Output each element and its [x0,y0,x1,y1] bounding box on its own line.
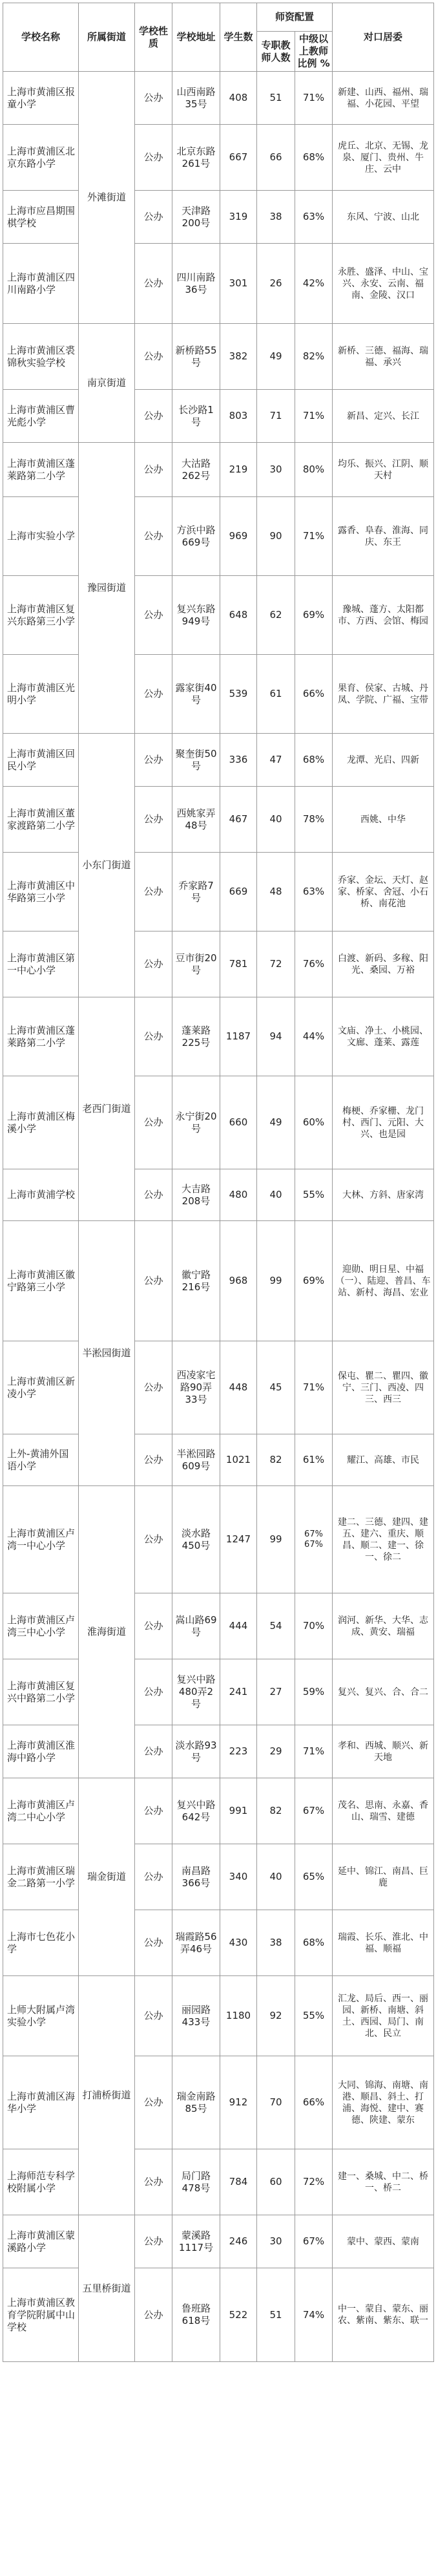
teachers-cell: 30 [257,2215,295,2268]
ratio-cell: 78% [295,787,333,853]
students-cell: 219 [220,443,257,497]
ratio-cell: 82% [295,324,333,390]
committees-cell: 新建、山西、福州、瑞福、小花园、平望 [333,72,434,125]
ratio-cell: 60% [295,1076,333,1169]
committees-cell: 大同、锦海、南塘、南港、顺昌、斜土、打浦、海悦、建中、赛德、陕建、蒙东 [333,2056,434,2149]
teachers-cell: 38 [257,1910,295,1976]
school-type-cell: 公办 [135,2215,172,2268]
ratio-cell: 55% [295,1976,333,2056]
committees-cell: 茂名、思南、永嘉、香山、瑞雪、建德 [333,1778,434,1844]
teachers-cell: 27 [257,1659,295,1725]
ratio-cell: 42% [295,244,333,324]
school-name-cell: 上海市黄浦区卢湾三中心小学 [3,1593,79,1659]
address-cell: 四川南路36号 [172,244,220,324]
school-name-cell: 上师大附属卢湾实验小学 [3,1976,79,2056]
school-name-cell: 上外-黄浦外国语小学 [3,1434,79,1486]
address-cell: 大沽路262号 [172,443,220,497]
school-name-cell: 上海市黄浦区董家渡路第二小学 [3,787,79,853]
street-cell: 半淞园街道 [79,1221,135,1486]
ratio-cell: 71% [295,1725,333,1778]
teachers-cell: 82 [257,1434,295,1486]
teachers-cell: 61 [257,655,295,734]
students-cell: 648 [220,576,257,655]
teachers-cell: 82 [257,1778,295,1844]
school-name-cell: 上海师范专科学校附属小学 [3,2149,79,2215]
school-name-cell: 上海市黄浦区四川南路小学 [3,244,79,324]
committees-cell: 复兴、复兴、合、合二 [333,1659,434,1725]
students-cell: 669 [220,853,257,931]
table-row [3,443,434,497]
committees-cell: 迎勋、明日星、中福（一）、陆迎、普昌、车站、新村、海昌、宏业 [333,1221,434,1341]
students-cell: 784 [220,2149,257,2215]
street-cell: 豫园街道 [79,443,135,734]
address-cell: 复兴中路642号 [172,1778,220,1844]
school-type-cell: 公办 [135,576,172,655]
teachers-cell: 26 [257,244,295,324]
school-type-cell: 公办 [135,1659,172,1725]
students-cell: 223 [220,1725,257,1778]
header-street: 所属街道 [79,3,135,72]
students-cell: 667 [220,125,257,191]
school-type-cell: 公办 [135,997,172,1076]
address-cell: 半淞园路609号 [172,1434,220,1486]
teachers-cell: 47 [257,734,295,787]
students-cell: 444 [220,1593,257,1659]
address-cell: 淡水路93号 [172,1725,220,1778]
teachers-cell: 45 [257,1341,295,1434]
teachers-cell: 99 [257,1486,295,1593]
ratio-cell: 76% [295,931,333,997]
committees-cell: 梅梗、乔家栅、龙门村、西门、元阳、大兴、也是园 [333,1076,434,1169]
street-cell: 南京街道 [79,324,135,443]
school-type-cell: 公办 [135,1486,172,1593]
teachers-cell: 66 [257,125,295,191]
school-name-cell: 上海市黄浦区曹光彪小学 [3,390,79,443]
address-cell: 复兴东路949号 [172,576,220,655]
committees-cell: 均乐、振兴、江阴、顺天村 [333,443,434,497]
school-name-cell: 上海市黄浦学校 [3,1169,79,1221]
ratio-cell: 63% [295,191,333,244]
table-row [3,497,434,576]
ratio-cell: 70% [295,1593,333,1659]
school-type-cell: 公办 [135,2149,172,2215]
table-row [3,997,434,1076]
table-row [3,1725,434,1778]
table-row [3,125,434,191]
school-type-cell: 公办 [135,72,172,125]
teachers-cell: 71 [257,390,295,443]
table-row [3,191,434,244]
teachers-cell: 99 [257,1221,295,1341]
address-cell: 新桥路55号 [172,324,220,390]
school-name-cell: 上海市黄浦区中华路第三小学 [3,853,79,931]
address-cell: 天津路200号 [172,191,220,244]
committees-cell: 永胜、盛泽、中山、宝兴、永安、云南、福南、金陵、汉口 [333,244,434,324]
committees-cell: 孝和、西城、顺兴、新天地 [333,1725,434,1778]
address-cell: 鲁班路618号 [172,2268,220,2362]
school-name-cell: 上海市黄浦区复兴东路第三小学 [3,576,79,655]
students-cell: 467 [220,787,257,853]
ratio-cell: 63% [295,853,333,931]
table-row [3,72,434,125]
table-row [3,576,434,655]
ratio-cell: 68% [295,125,333,191]
school-type-cell: 公办 [135,390,172,443]
teachers-cell: 48 [257,853,295,931]
school-type-cell: 公办 [135,931,172,997]
table-row [3,1221,434,1341]
table-row [3,390,434,443]
committees-cell: 新桥、三德、福海、瑞福、承兴 [333,324,434,390]
students-cell: 912 [220,2056,257,2149]
students-cell: 1187 [220,997,257,1076]
ratio-cell: 68% [295,1910,333,1976]
school-type-cell: 公办 [135,1725,172,1778]
table-body [3,72,434,2362]
teachers-cell: 51 [257,72,295,125]
ratio-cell: 67% [295,2215,333,2268]
ratio-cell: 71% [295,390,333,443]
students-cell: 319 [220,191,257,244]
committees-cell: 乔家、金坛、天灯、赵家、桥家、舍冠、小石桥、南花池 [333,853,434,931]
table-row [3,1341,434,1434]
committees-cell: 蒙中、蒙西、蒙南 [333,2215,434,2268]
committees-cell: 白渡、新码、多稼、阳光、桑园、万裕 [333,931,434,997]
school-name-cell: 上海市黄浦区新凌小学 [3,1341,79,1434]
students-cell: 522 [220,2268,257,2362]
students-cell: 340 [220,1844,257,1910]
street-cell: 瑞金街道 [79,1778,135,1976]
ratio-cell: 71% [295,1341,333,1434]
school-type-cell: 公办 [135,787,172,853]
address-cell: 蒙溪路1117号 [172,2215,220,2268]
students-cell: 301 [220,244,257,324]
ratio-cell: 69% [295,576,333,655]
ratio-cell: 74% [295,2268,333,2362]
school-type-cell: 公办 [135,1076,172,1169]
students-cell: 480 [220,1169,257,1221]
school-type-cell: 公办 [135,655,172,734]
ratio-cell: 67% [295,1778,333,1844]
header-committees: 对口居委 [333,3,434,72]
committees-cell: 豫城、蓬方、太阳都市、方西、会馆、梅园 [333,576,434,655]
address-cell: 北京东路261号 [172,125,220,191]
school-name-cell: 上海市黄浦区瑞金二路第一小学 [3,1844,79,1910]
school-name-cell: 上海市黄浦区第一中心小学 [3,931,79,997]
school-name-cell: 上海市黄浦区蒙溪路小学 [3,2215,79,2268]
table-row [3,1844,434,1910]
ratio-cell: 65% [295,1844,333,1910]
students-cell: 539 [220,655,257,734]
school-name-cell: 上海市黄浦区北京东路小学 [3,125,79,191]
teachers-cell: 40 [257,787,295,853]
address-cell: 局门路478号 [172,2149,220,2215]
school-name-cell: 上海市黄浦区徽宁路第三小学 [3,1221,79,1341]
table-row [3,2149,434,2215]
committees-cell: 耀江、高雄、市民 [333,1434,434,1486]
teachers-cell: 51 [257,2268,295,2362]
ratio-cell: 68% [295,734,333,787]
header-staff-group: 师资配置 [257,3,333,32]
address-cell: 瑞霞路56弄46号 [172,1910,220,1976]
committees-cell: 东风、宁波、山北 [333,191,434,244]
students-cell: 430 [220,1910,257,1976]
school-name-cell: 上海市黄浦区回民小学 [3,734,79,787]
address-cell: 西凌家宅路90弄33号 [172,1341,220,1434]
address-cell: 淡水路450号 [172,1486,220,1593]
table-row [3,853,434,931]
school-name-cell: 上海市黄浦区海华小学 [3,2056,79,2149]
teachers-cell: 92 [257,1976,295,2056]
students-cell: 781 [220,931,257,997]
table-row [3,2056,434,2149]
street-cell: 老西门街道 [79,997,135,1221]
address-cell: 西姚家弄48号 [172,787,220,853]
students-cell: 991 [220,1778,257,1844]
school-type-cell: 公办 [135,1593,172,1659]
teachers-cell: 54 [257,1593,295,1659]
school-type-cell: 公办 [135,191,172,244]
school-type-cell: 公办 [135,443,172,497]
table-row [3,2215,434,2268]
school-type-cell: 公办 [135,1976,172,2056]
school-type-cell: 公办 [135,734,172,787]
school-name-cell: 上海市黄浦区教育学院附属中山学校 [3,2268,79,2362]
committees-cell: 建二、三德、建四、建五、建六、重庆、顺昌、顺二、建一、徐一、徐二 [333,1486,434,1593]
school-type-cell: 公办 [135,853,172,931]
students-cell: 241 [220,1659,257,1725]
ratio-cell: 59% [295,1659,333,1725]
school-name-cell: 上海市黄浦区淮海中路小学 [3,1725,79,1778]
students-cell: 1180 [220,1976,257,2056]
school-name-cell: 上海市黄浦区蓬莱路第二小学 [3,997,79,1076]
ratio-cell: 69% [295,1221,333,1341]
header-teachers: 专职教师人数 [257,32,295,72]
table-row [3,1076,434,1169]
ratio-cell: 55% [295,1169,333,1221]
address-cell: 嵩山路69号 [172,1593,220,1659]
teachers-cell: 62 [257,576,295,655]
teachers-cell: 38 [257,191,295,244]
school-name-cell: 上海市黄浦区梅溪小学 [3,1076,79,1169]
school-name-cell: 上海市七色花小学 [3,1910,79,1976]
school-type-cell: 公办 [135,1778,172,1844]
school-name-cell: 上海市黄浦区卢湾一中心小学 [3,1486,79,1593]
committees-cell: 龙潭、光启、四新 [333,734,434,787]
school-type-cell: 公办 [135,1169,172,1221]
street-cell: 打浦桥街道 [79,1976,135,2215]
committees-cell: 新昌、定兴、长江 [333,390,434,443]
school-type-cell: 公办 [135,1910,172,1976]
address-cell: 长沙路1号 [172,390,220,443]
school-type-cell: 公办 [135,497,172,576]
address-cell: 豆市街20号 [172,931,220,997]
ratio-cell: 44% [295,997,333,1076]
header-ratio: 中级以上教师比例 % [295,32,333,72]
school-name-cell: 上海市应昌期围棋学校 [3,191,79,244]
header-address: 学校地址 [172,3,220,72]
table-row [3,324,434,390]
committees-cell: 虎丘、北京、无锡、龙泉、厦门、贵州、牛庄、云中 [333,125,434,191]
table-row [3,1778,434,1844]
committees-cell: 润河、新华、大华、志成、黄安、瑞福 [333,1593,434,1659]
students-cell: 1247 [220,1486,257,1593]
teachers-cell: 49 [257,324,295,390]
ratio-cell: 66% [295,655,333,734]
table-row [3,931,434,997]
school-type-cell: 公办 [135,324,172,390]
table-row [3,1910,434,1976]
teachers-cell: 49 [257,1076,295,1169]
school-name-cell: 上海市黄浦区蓬莱路第二小学 [3,443,79,497]
school-name-cell: 上海市黄浦区光明小学 [3,655,79,734]
table-row [3,655,434,734]
table-row [3,1434,434,1486]
street-cell: 小东门街道 [79,734,135,997]
ratio-cell: 80% [295,443,333,497]
students-cell: 1021 [220,1434,257,1486]
table-row [3,1659,434,1725]
ratio-cell: 71% [295,497,333,576]
school-type-cell: 公办 [135,1844,172,1910]
street-cell: 淮海街道 [79,1486,135,1778]
header-students: 学生数 [220,3,257,72]
school-name-cell: 上海市黄浦区裘锦秋实验学校 [3,324,79,390]
teachers-cell: 72 [257,931,295,997]
committees-cell: 西姚、中华 [333,787,434,853]
committees-cell: 建一、桑城、中二、桥一、桥二 [333,2149,434,2215]
address-cell: 南昌路366号 [172,1844,220,1910]
committees-cell: 文庙、净土、小桃园、文廊、蓬莱、露莲 [333,997,434,1076]
teachers-cell: 30 [257,443,295,497]
street-cell: 外滩街道 [79,72,135,324]
students-cell: 246 [220,2215,257,2268]
ratio-cell: 61% [295,1434,333,1486]
table-row [3,1593,434,1659]
address-cell: 瑞金南路85号 [172,2056,220,2149]
teachers-cell: 40 [257,1169,295,1221]
students-cell: 803 [220,390,257,443]
ratio-cell: 72% [295,2149,333,2215]
committees-cell: 中一、蒙自、蒙东、丽农、紫南、紫东、联一 [333,2268,434,2362]
committees-cell: 保屯、瞿二、瞿四、徽宁、三门、西凌、四三、西三 [333,1341,434,1434]
address-cell: 露家街40号 [172,655,220,734]
address-cell: 聚奎街50号 [172,734,220,787]
committees-cell: 汇龙、局后、西一、丽园、新桥、南塘、斜土、西园、局门、南北、民立 [333,1976,434,2056]
committees-cell: 大林、方斜、唐家湾 [333,1169,434,1221]
school-type-cell: 公办 [135,1221,172,1341]
ratio-cell: 67% 67% [295,1486,333,1593]
table-row [3,734,434,787]
school-name-cell: 上海市黄浦区报童小学 [3,72,79,125]
table-row [3,1976,434,2056]
teachers-cell: 40 [257,1844,295,1910]
teachers-cell: 90 [257,497,295,576]
table-row [3,1169,434,1221]
teachers-cell: 94 [257,997,295,1076]
ratio-cell: 71% [295,72,333,125]
address-cell: 丽园路433号 [172,1976,220,2056]
committees-cell: 果育、侯家、古城、丹凤、学院、广福、宝带 [333,655,434,734]
school-type-cell: 公办 [135,1341,172,1434]
school-type-cell: 公办 [135,244,172,324]
committees-cell: 延中、锦江、南昌、巨鹿 [333,1844,434,1910]
address-cell: 徽宁路216号 [172,1221,220,1341]
students-cell: 969 [220,497,257,576]
header-school-type: 学校性质 [135,3,172,72]
committees-cell: 瑞霞、长乐、淮北、中福、顺福 [333,1910,434,1976]
address-cell: 永宁街20号 [172,1076,220,1169]
school-type-cell: 公办 [135,1434,172,1486]
school-type-cell: 公办 [135,2056,172,2149]
school-name-cell: 上海市黄浦区卢湾二中心小学 [3,1778,79,1844]
teachers-cell: 60 [257,2149,295,2215]
teachers-cell: 70 [257,2056,295,2149]
address-cell: 复兴中路480弄2号 [172,1659,220,1725]
students-cell: 408 [220,72,257,125]
students-cell: 660 [220,1076,257,1169]
ratio-cell: 66% [295,2056,333,2149]
table-row [3,244,434,324]
address-cell: 蓬莱路225号 [172,997,220,1076]
table-row [3,787,434,853]
address-cell: 方浜中路669号 [172,497,220,576]
address-cell: 山西南路35号 [172,72,220,125]
students-cell: 382 [220,324,257,390]
school-type-cell: 公办 [135,2268,172,2362]
teachers-cell: 29 [257,1725,295,1778]
address-cell: 乔家路7号 [172,853,220,931]
students-cell: 448 [220,1341,257,1434]
committees-cell: 露香、阜春、淮海、同庆、东王 [333,497,434,576]
students-cell: 968 [220,1221,257,1341]
street-cell: 五里桥街道 [79,2215,135,2362]
header-school-name: 学校名称 [3,3,79,72]
school-name-cell: 上海市实验小学 [3,497,79,576]
table-row [3,1486,434,1593]
address-cell: 大吉路208号 [172,1169,220,1221]
table-row [3,2268,434,2362]
school-name-cell: 上海市黄浦区复兴中路第二小学 [3,1659,79,1725]
school-type-cell: 公办 [135,125,172,191]
students-cell: 336 [220,734,257,787]
school-district-table [3,3,434,2362]
